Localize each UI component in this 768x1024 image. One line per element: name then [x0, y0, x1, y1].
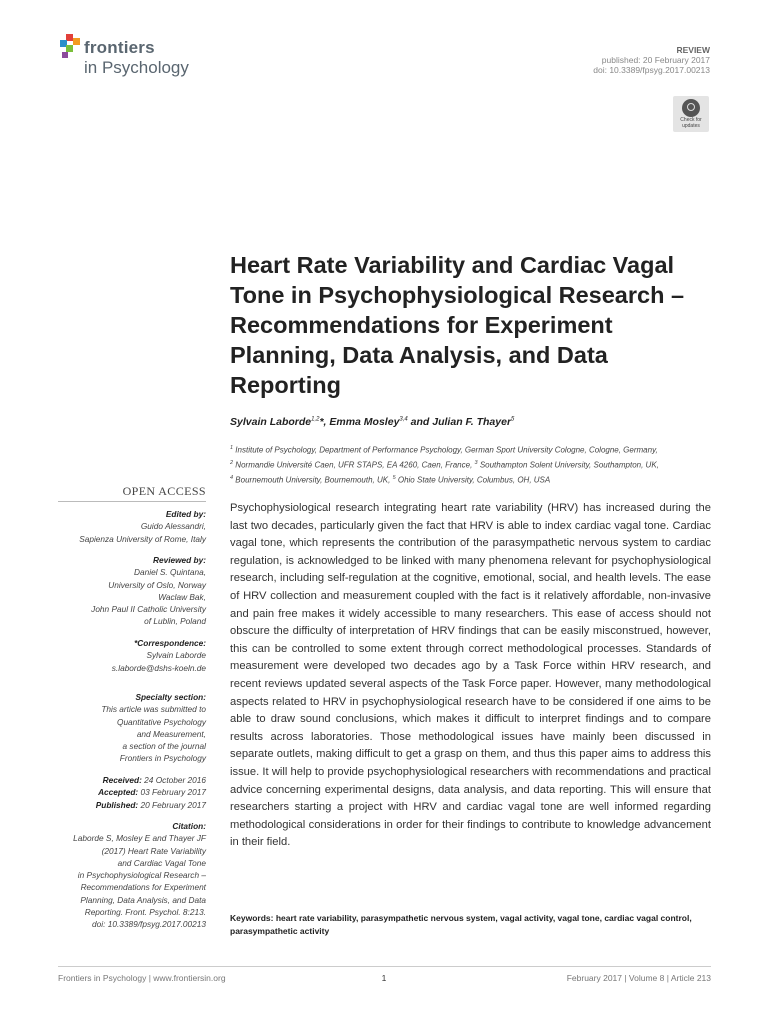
footer-divider [58, 966, 711, 967]
reviewed-by-section: Reviewed by: Daniel S. Quintana, University of Oslo, Norway Waclaw Bak, John Paul II Catholic University of Lublin, Poland [58, 554, 206, 628]
check-for-updates-button[interactable] [673, 96, 709, 132]
editor-name[interactable]: Guido Alessandri, [140, 521, 206, 532]
update-check-icon [682, 99, 700, 117]
journal-name-line2: in Psychology [84, 58, 189, 77]
specialty-section: Specialty section: This article was submitted to Quantitative Psychology and Measurement, a section of the journal Frontiers in Psychology [101, 692, 206, 764]
keywords-list: heart rate variability, parasympathetic nervous system, vagal activity, vagal tone, cardiac vagal control, parasympathetic activity [230, 913, 692, 936]
page-number: 1 [381, 973, 387, 983]
published-date: published: 20 February 2017 [601, 55, 710, 65]
correspondence-email[interactable]: s.laborde@dshs-koeln.de [111, 662, 206, 673]
abstract-text: Psychophysiological research integrating heart rate variability (HRV) has increased during the last two decades, particularly given the fact that HRV is able to index cardiac vagal tone. Cardiac vagal tone, which represents the contribution of the parasympathetic nervous system to cardiac regulation, is acknowledged to be linked with many phenomena relevant for psychophysiological research, including self-regulation at the cognitive, emotional, social, and health levels. The ease of HRV collection and measurement coupled with the fact is it relatively affordable, non-invasive and pain free makes it widely accessible to many researchers. This ease of access should not obscure the difficulty of interpretation of HRV findings that can be easily misconstrued, however, this can be controlled to some extent through correct methodological processes. Standards of measurement were developed two decades ago by a Task Force within HRV research, and recent reviews updated several aspects of the Task Force paper. However, many methodological aspects related to HRV in psychophysiological research have to be considered if one aims to be able to draw sound conclusions, which makes it difficult to interpret findings and to compare results across laboratories. Those methodological issues have mainly been discussed in separate outlets, making difficult to get a grasp on them, and thus this paper aims to address this issue. It will help to provide psychophysiological researchers with recommendations and practical advice concerning experimental designs, data analysis, and data reporting. This will ensure that researchers starting a project with HRV and cardiac vagal tone are well informed regarding methodological considerations in order for their findings to contribute to knowledge advancement in their field. [230, 502, 711, 849]
edited-by-section: Edited by: Guido Alessandri, Sapienza University of Rome, Italy [58, 508, 206, 545]
affiliation-line: $^2$ Normandie Université Caen, UFR STAPS, EA 4260, Caen, France, $^3$ Southampton Solent University, Southampton, UK, [230, 460, 659, 470]
affiliations [230, 442, 710, 487]
article-doi[interactable]: doi: 10.3389/fpsyg.2017.00213 [593, 65, 710, 75]
affiliation-line: $^4$ Bournemouth University, Bournemouth, UK, $^5$ Ohio State University, Columbus, OH, USA [230, 475, 551, 485]
article-type: REVIEW [676, 45, 710, 55]
dates-section: Received: 24 October 2016 Accepted: 03 February 2017 Published: 20 February 2017 [95, 775, 206, 810]
footer-journal-link[interactable]: Frontiers in Psychology | www.frontiersin.org [58, 973, 226, 983]
author-name[interactable]: Sylvain Laborde [230, 416, 312, 428]
frontiers-logo-icon [58, 34, 80, 62]
divider [58, 501, 206, 502]
open-access-label: OPEN ACCESS [122, 484, 206, 498]
article-title: Heart Rate Variability and Cardiac Vagal Tone in Psychophysiological Research – Recommendations for Experiment Planning, Data Analysis, and Data Reporting [230, 252, 685, 398]
journal-name-line1: frontiers [84, 38, 155, 57]
author-name[interactable]: Julian F. Thayer [432, 416, 512, 428]
citation-doi[interactable]: doi: 10.3389/fpsyg.2017.00213 [92, 919, 206, 930]
keywords-label: Keywords: [230, 913, 274, 923]
reviewer-name[interactable]: Waclaw Bak, [158, 591, 206, 602]
reviewer-name[interactable]: Daniel S. Quintana, [134, 567, 206, 578]
keywords [230, 912, 711, 937]
check-for-updates-label: Check for updates [680, 117, 702, 129]
article-meta [593, 45, 710, 75]
footer-issue-info: February 2017 | Volume 8 | Article 213 [566, 973, 711, 983]
journal-logo[interactable] [58, 34, 218, 84]
affiliation-line: $^1$ Institute of Psychology, Department of Performance Psychology, German Sport University Cologne, Cologne, Germany, [230, 445, 658, 455]
correspondence-section: *Correspondence: Sylvain Laborde s.laborde@dshs-koeln.de [58, 637, 206, 674]
author-name[interactable]: Emma Mosley [329, 416, 400, 428]
author-list: Sylvain Laborde$^{1,2}$*, Emma Mosley$^{3,4}$ and Julian F. Thayer$^5$ [230, 416, 515, 428]
citation-section: Citation: Laborde S, Mosley E and Thayer JF (2017) Heart Rate Variability and Cardiac Vagal Tone in Psychophysiological Research – Recommendations for Experiment Planning, Data Analysis, and Data Reporting. Front. Psychol. 8:213. doi: 10.3389/fpsyg.2017.00213 [58, 820, 206, 931]
